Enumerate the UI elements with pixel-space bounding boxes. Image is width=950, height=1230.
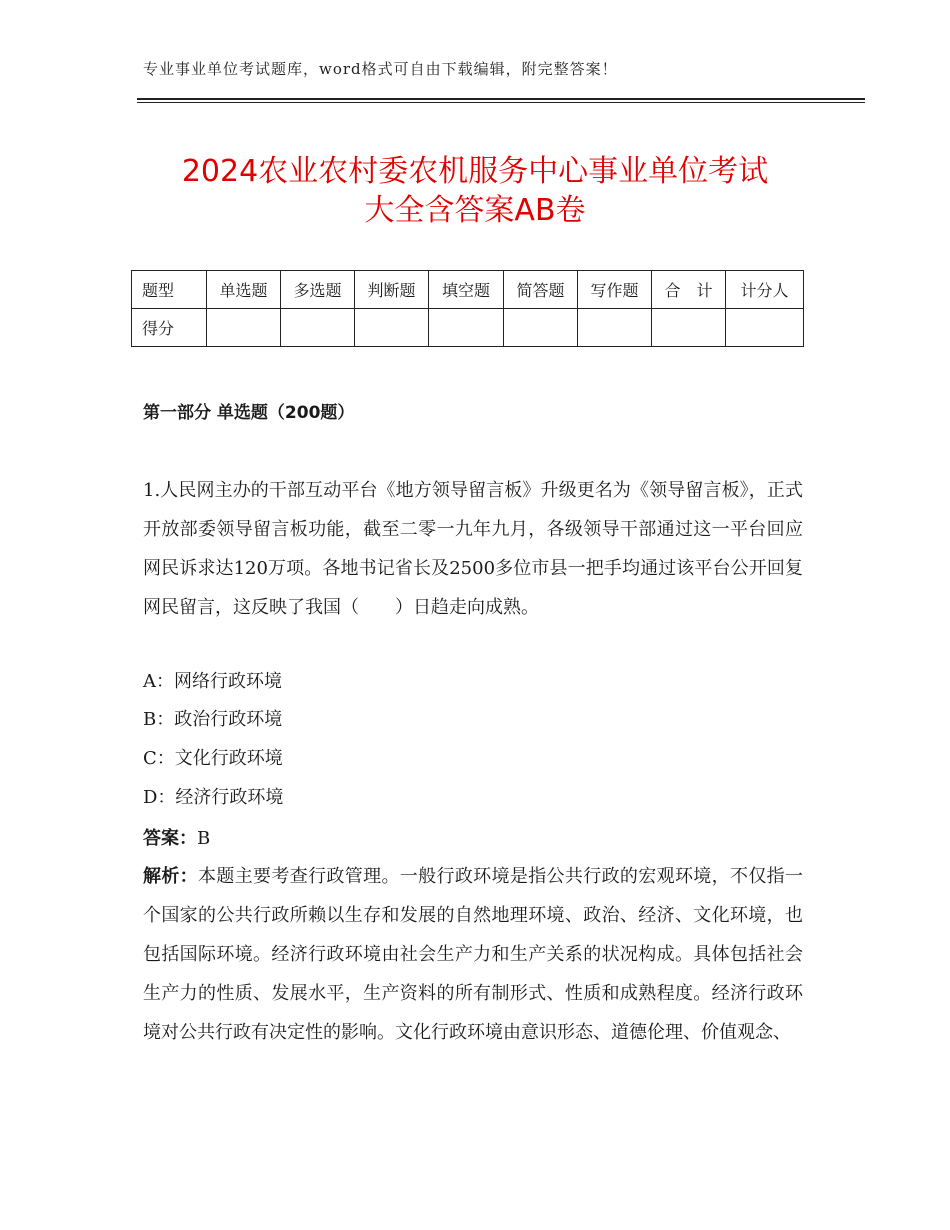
score-table-header-cell: 填空题: [429, 271, 504, 309]
score-table-header-cell: 简答题: [504, 271, 578, 309]
answer-label: 答案：: [143, 828, 197, 849]
score-table-score-row: [132, 309, 804, 347]
header-rule-thin: [137, 102, 865, 103]
option-c: C：文化行政环境: [143, 748, 283, 769]
score-table-header-cell: 写作题: [578, 271, 652, 309]
document-title-line-1: 2024农业农村委农机服务中心事业单位考试: [181, 154, 769, 189]
score-cell: [207, 309, 281, 347]
score-cell: [429, 309, 504, 347]
option-d: D：经济行政环境: [143, 787, 284, 808]
score-cell: [504, 309, 578, 347]
answer-value: B: [197, 828, 211, 849]
analysis-text: 本题主要考查行政管理。一般行政环境是指公共行政的宏观环境，不仅指一个国家的公共行政所赖以生存和发展的自然地理环境、政治、经济、文化环境，也包括国际环境。经济行政环境由社会生产力和生产关系的状况构成。具体包括社会生产力的性质、发展水平，生产资料的所有制形式、性质和成熟程度。经济行政环境对公共行政有决定性的影响。文化行政环境由意识形态、道德伦理、价值观念、: [143, 866, 803, 1043]
score-table-header-cell: 判断题: [355, 271, 429, 309]
option-b: B：政治行政环境: [143, 709, 283, 730]
score-cell: [652, 309, 726, 347]
score-table-header-cell: 单选题: [207, 271, 281, 309]
analysis-paragraph: [143, 857, 803, 1052]
score-table-header-cell: 计分人: [726, 271, 804, 309]
header-rule-thick: [137, 98, 865, 100]
section-heading: 第一部分 单选题（200题）: [143, 403, 355, 423]
document-title-line-2: 大全含答案AB卷: [364, 193, 586, 228]
question-stem: 1.人民网主办的干部互动平台《地方领导留言板》升级更名为《领导留言板》，正式开放部委领导留言板功能，截至二零一九年九月，各级领导干部通过这一平台回应网民诉求达120万项。各地书记省长及2500多位市县一把手均通过该平台公开回复网民留言，这反映了我国（ ）日趋走向成熟。: [143, 480, 803, 618]
analysis-label: 解析：: [143, 866, 199, 887]
score-cell: [281, 309, 355, 347]
score-row-label: 得分: [132, 309, 207, 347]
score-cell: [578, 309, 652, 347]
header-note: 专业事业单位考试题库，word格式可自由下载编辑，附完整答案！: [143, 60, 618, 78]
option-a: A：网络行政环境: [143, 671, 282, 692]
score-table-header-row: [132, 271, 804, 309]
answer-line: [143, 819, 210, 858]
score-table: [131, 270, 804, 347]
score-cell: [355, 309, 429, 347]
score-table-header-cell: 合 计: [652, 271, 726, 309]
score-cell: [726, 309, 804, 347]
score-table-header-cell: 题型: [132, 271, 207, 309]
score-table-header-cell: 多选题: [281, 271, 355, 309]
